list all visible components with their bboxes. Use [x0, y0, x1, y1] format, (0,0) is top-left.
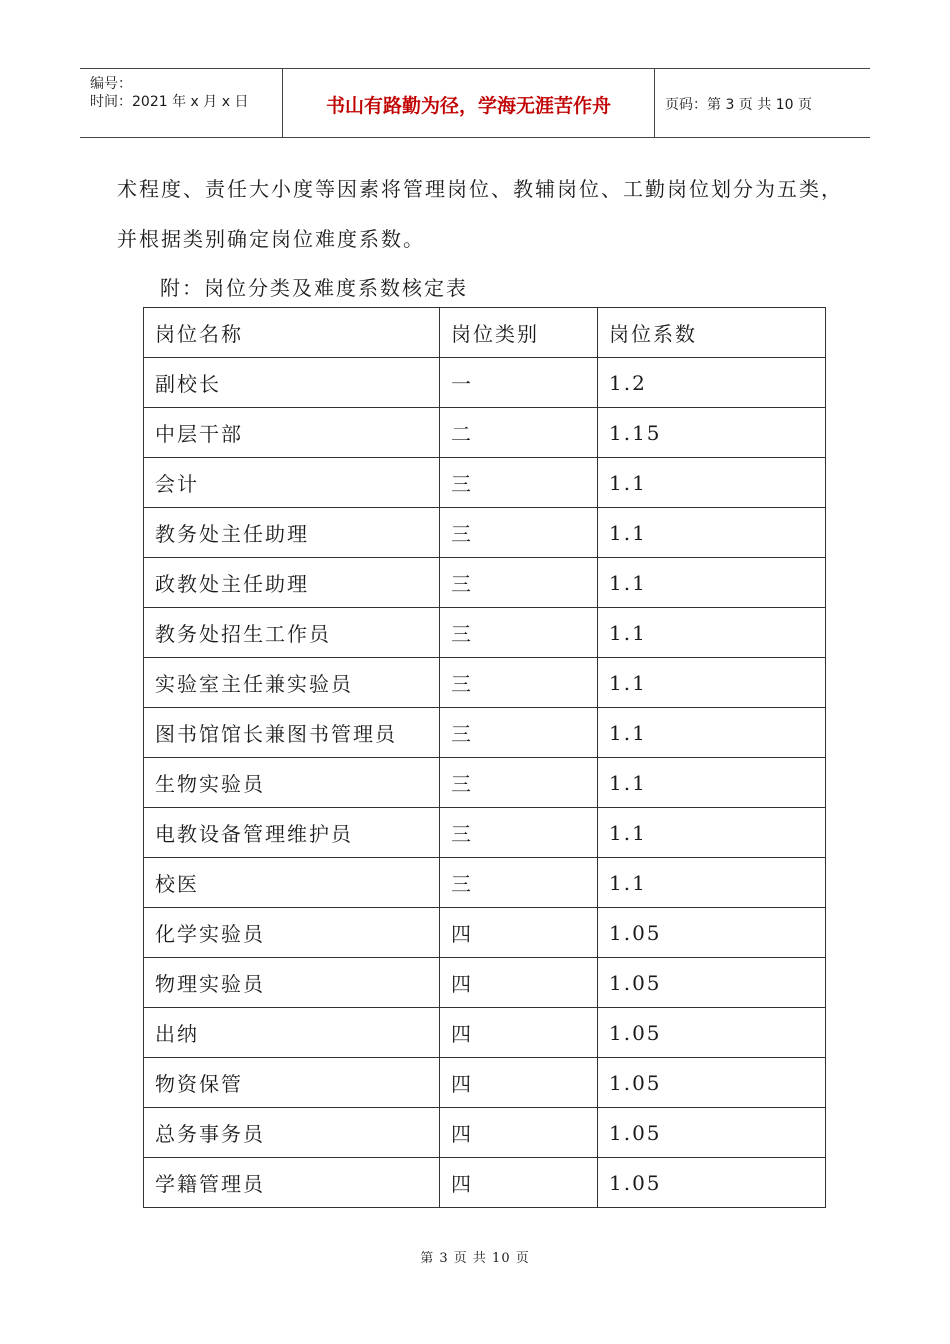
cell-post-name: 物资保管: [144, 1058, 440, 1108]
table-row: [144, 1008, 826, 1058]
cell-post-coefficient: 1.1: [598, 808, 826, 858]
cell-post-coefficient: 1.05: [598, 908, 826, 958]
cell-post-name: 教务处主任助理: [144, 508, 440, 558]
cell-post-name: 中层干部: [144, 408, 440, 458]
cell-post-coefficient: 1.1: [598, 858, 826, 908]
cell-post-coefficient: 1.1: [598, 608, 826, 658]
header-page-cell: [655, 69, 870, 137]
table-row: [144, 958, 826, 1008]
header-cell-name: 岗位名称: [144, 308, 440, 358]
cell-post-category: 三: [440, 508, 598, 558]
cell-post-category: 三: [440, 758, 598, 808]
cell-post-name: 化学实验员: [144, 908, 440, 958]
cell-post-coefficient: 1.05: [598, 1158, 826, 1208]
cell-post-coefficient: 1.05: [598, 1008, 826, 1058]
cell-post-category: 三: [440, 708, 598, 758]
cell-post-category: 一: [440, 358, 598, 408]
cell-post-category: 二: [440, 408, 598, 458]
cell-post-name: 电教设备管理维护员: [144, 808, 440, 858]
cell-post-coefficient: 1.1: [598, 558, 826, 608]
cell-post-coefficient: 1.1: [598, 508, 826, 558]
cell-post-category: 四: [440, 908, 598, 958]
page-header: [80, 68, 870, 138]
cell-post-category: 三: [440, 858, 598, 908]
header-page-label: 页码：第 3 页 共 10 页: [665, 97, 812, 113]
cell-post-category: 四: [440, 1058, 598, 1108]
header-meta: [80, 69, 282, 137]
cell-post-category: 三: [440, 458, 598, 508]
header-cell-coefficient: 岗位系数: [598, 308, 826, 358]
cell-post-coefficient: 1.05: [598, 1108, 826, 1158]
cell-post-name: 会计: [144, 458, 440, 508]
table-row: [144, 508, 826, 558]
coefficient-table: [143, 307, 826, 1208]
cell-post-category: 四: [440, 1108, 598, 1158]
table-row: [144, 458, 826, 508]
body-line-2: 并根据类别确定岗位难度系数。: [117, 227, 425, 251]
code-label: 编号：: [90, 76, 132, 92]
cell-post-coefficient: 1.1: [598, 708, 826, 758]
cell-post-name: 副校长: [144, 358, 440, 408]
cell-post-category: 三: [440, 608, 598, 658]
cell-post-coefficient: 1.05: [598, 958, 826, 1008]
cell-post-category: 四: [440, 1008, 598, 1058]
cell-post-name: 图书馆馆长兼图书管理员: [144, 708, 440, 758]
table-caption: 附：岗位分类及难度系数核定表: [160, 276, 468, 300]
header-cell-category: 岗位类别: [440, 308, 598, 358]
table-row: [144, 908, 826, 958]
cell-post-name: 政教处主任助理: [144, 558, 440, 608]
header-motto-cell: [282, 69, 655, 137]
table-row: [144, 1108, 826, 1158]
cell-post-name: 总务事务员: [144, 1108, 440, 1158]
cell-post-name: 物理实验员: [144, 958, 440, 1008]
cell-post-name: 教务处招生工作员: [144, 608, 440, 658]
cell-post-coefficient: 1.2: [598, 358, 826, 408]
table-row: [144, 358, 826, 408]
time-label: 时间：2021 年 x 月 x 日: [90, 94, 249, 110]
cell-post-category: 四: [440, 1158, 598, 1208]
table-row: [144, 858, 826, 908]
page-footer: 第 3 页 共 10 页: [420, 1251, 530, 1266]
cell-post-category: 四: [440, 958, 598, 1008]
cell-post-name: 生物实验员: [144, 758, 440, 808]
cell-post-name: 实验室主任兼实验员: [144, 658, 440, 708]
cell-post-coefficient: 1.15: [598, 408, 826, 458]
table-row: [144, 1058, 826, 1108]
motto: 书山有路勤为径，学海无涯苦作舟: [325, 95, 611, 117]
table-header-row: [144, 308, 826, 358]
table-row: [144, 408, 826, 458]
cell-post-coefficient: 1.1: [598, 458, 826, 508]
table-row: [144, 808, 826, 858]
cell-post-name: 学籍管理员: [144, 1158, 440, 1208]
table-row: [144, 758, 826, 808]
table-row: [144, 658, 826, 708]
table-row: [144, 708, 826, 758]
cell-post-category: 三: [440, 558, 598, 608]
table-row: [144, 1158, 826, 1208]
cell-post-name: 出纳: [144, 1008, 440, 1058]
cell-post-category: 三: [440, 808, 598, 858]
body-line-1: 术程度、责任大小度等因素将管理岗位、教辅岗位、工勤岗位划分为五类，: [117, 177, 843, 201]
cell-post-coefficient: 1.1: [598, 758, 826, 808]
cell-post-name: 校医: [144, 858, 440, 908]
table-row: [144, 558, 826, 608]
table-row: [144, 608, 826, 658]
cell-post-coefficient: 1.1: [598, 658, 826, 708]
cell-post-coefficient: 1.05: [598, 1058, 826, 1108]
cell-post-category: 三: [440, 658, 598, 708]
